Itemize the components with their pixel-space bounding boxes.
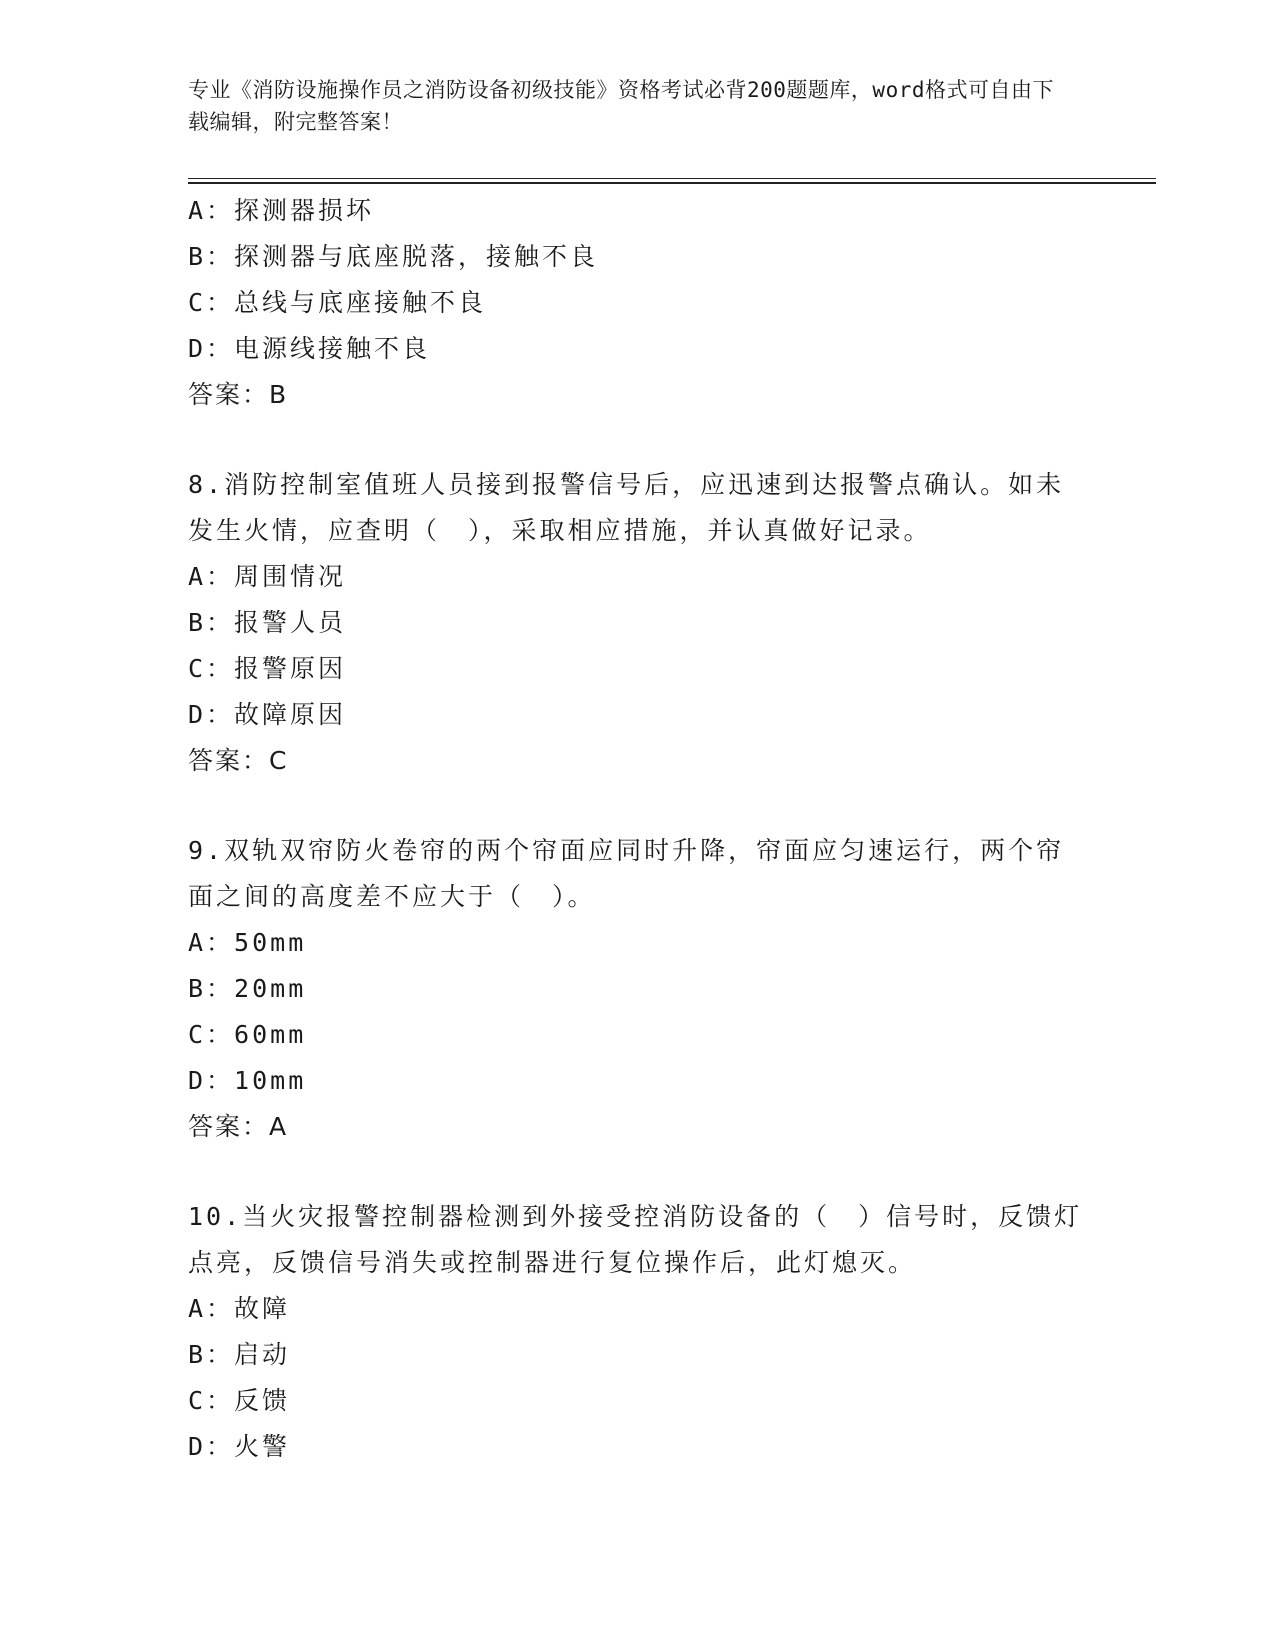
option-d: D：火警 [188, 1432, 291, 1461]
answer: 答案：C [188, 746, 289, 775]
document-header: 专业《消防设施操作员之消防设备初级技能》资格考试必背200题题库，word格式可自由下载编辑，附完整答案！ [188, 78, 1054, 134]
option-c: C：60mm [188, 1020, 307, 1049]
question-10 [188, 1194, 1088, 1470]
question-7 [188, 188, 1088, 418]
question-list [188, 188, 1088, 1470]
option-a: A：周围情况 [188, 562, 347, 591]
option-a: A：50mm [188, 928, 307, 957]
option-c: C：总线与底座接触不良 [188, 288, 487, 317]
question-stem: 8.消防控制室值班人员接到报警信号后，应迅速到达报警点确认。如未发生火情，应查明（ ），采取相应措施，并认真做好记录。 [188, 470, 1065, 545]
option-b: B：20mm [188, 974, 307, 1003]
option-b: B：报警人员 [188, 608, 347, 637]
option-a: A：探测器损坏 [188, 196, 375, 225]
question-9 [188, 828, 1088, 1150]
option-c: C：反馈 [188, 1386, 291, 1415]
option-d: D：电源线接触不良 [188, 334, 431, 363]
answer: 答案：A [188, 1112, 289, 1141]
question-stem: 10.当火灾报警控制器检测到外接受控消防设备的（ ）信号时，反馈灯点亮，反馈信号消失或控制器进行复位操作后，此灯熄灭。 [188, 1202, 1083, 1277]
question-stem: 9.双轨双帘防火卷帘的两个帘面应同时升降，帘面应匀速运行，两个帘面之间的高度差不应大于（ ）。 [188, 836, 1065, 911]
answer: 答案：B [188, 380, 289, 409]
option-b: B：探测器与底座脱落，接触不良 [188, 242, 599, 271]
question-8 [188, 462, 1088, 784]
option-d: D：故障原因 [188, 700, 347, 729]
option-d: D：10mm [188, 1066, 307, 1095]
header-divider-thick [188, 182, 1156, 184]
header-divider-thin [188, 178, 1156, 179]
option-a: A：故障 [188, 1294, 291, 1323]
option-b: B：启动 [188, 1340, 291, 1369]
option-c: C：报警原因 [188, 654, 347, 683]
